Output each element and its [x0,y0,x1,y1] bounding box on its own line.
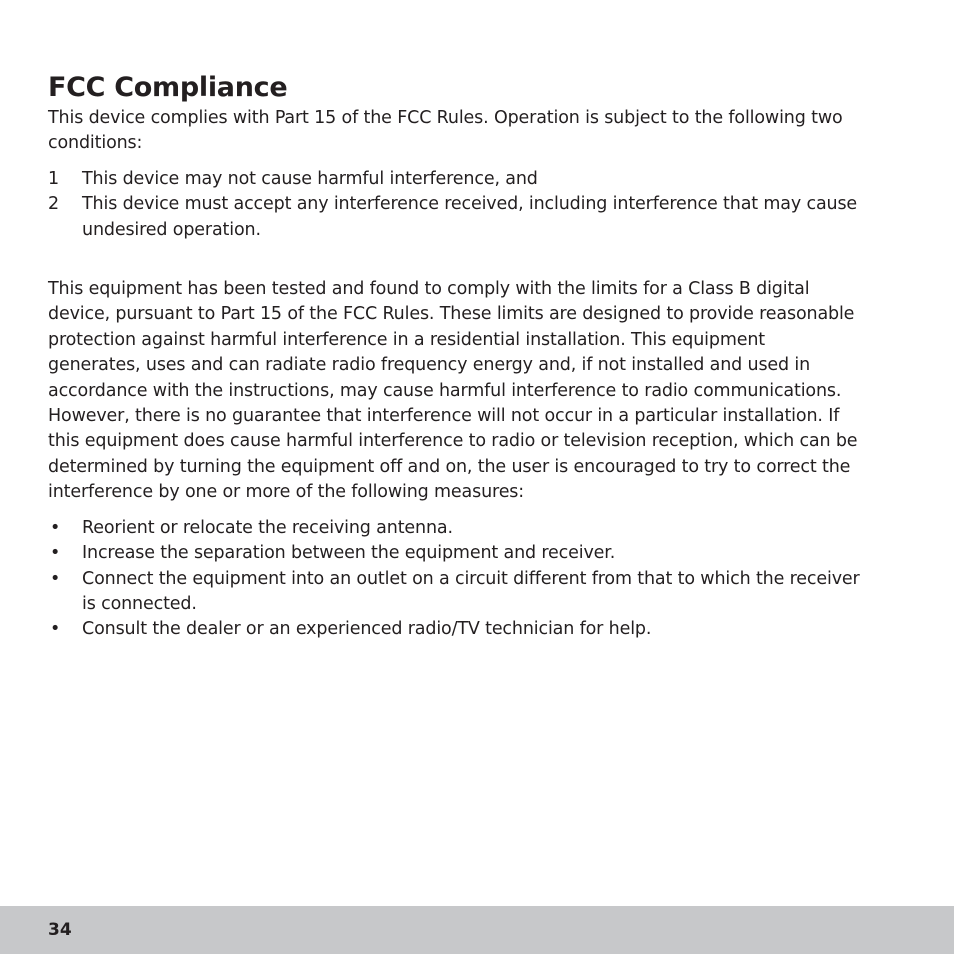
condition-number: 1 [48,168,59,189]
page-number: 34 [48,920,72,940]
measure-text: Connect the equipment into an outlet on a circuit different from that to which the receiver is connected. [82,568,860,614]
measure-item [48,617,878,642]
measure-item [48,541,878,566]
bullet-icon: • [50,517,61,538]
measures-list [48,516,878,643]
measure-item [48,516,878,541]
intro-paragraph: This device complies with Part 15 of the FCC Rules. Operation is subject to the following two conditions: [48,108,843,154]
measure-text: Reorient or relocate the receiving antenna. [82,517,453,538]
condition-item [48,192,878,243]
condition-item [48,167,878,192]
measure-text: Consult the dealer or an experienced radio/TV technician for help. [82,619,652,640]
condition-text: This device must accept any interference received, including interference that may cause undesired operation. [82,194,858,240]
page-title: FCC Compliance [48,72,288,103]
condition-text: This device may not cause harmful interference, and [82,168,538,189]
footer-bar [0,906,954,954]
document-content [48,70,878,643]
body-paragraph: This equipment has been tested and found to comply with the limits for a Class B digital device, pursuant to Part 15 of the FCC Rules. These limits are designed to provide reasonable protection against harmful interference in a residential installation. This equipment generates, uses and can radiate radio frequency energy and, if not installed and used in accordance with the instructions, may cause harmful interference to radio communications. However, there is no guarantee that interference will not occur in a particular installation. If this equipment does cause harmful interference to radio or television reception, which can be determined by turning the equipment off and on, the user is encouraged to try to correct the interference by one or more of the following measures: [48,279,858,503]
bullet-icon: • [50,619,61,640]
bullet-icon: • [50,568,61,589]
measure-text: Increase the separation between the equipment and receiver. [82,543,616,564]
conditions-list [48,167,878,243]
measure-item [48,567,878,618]
condition-number: 2 [48,194,59,215]
bullet-icon: • [50,543,61,564]
